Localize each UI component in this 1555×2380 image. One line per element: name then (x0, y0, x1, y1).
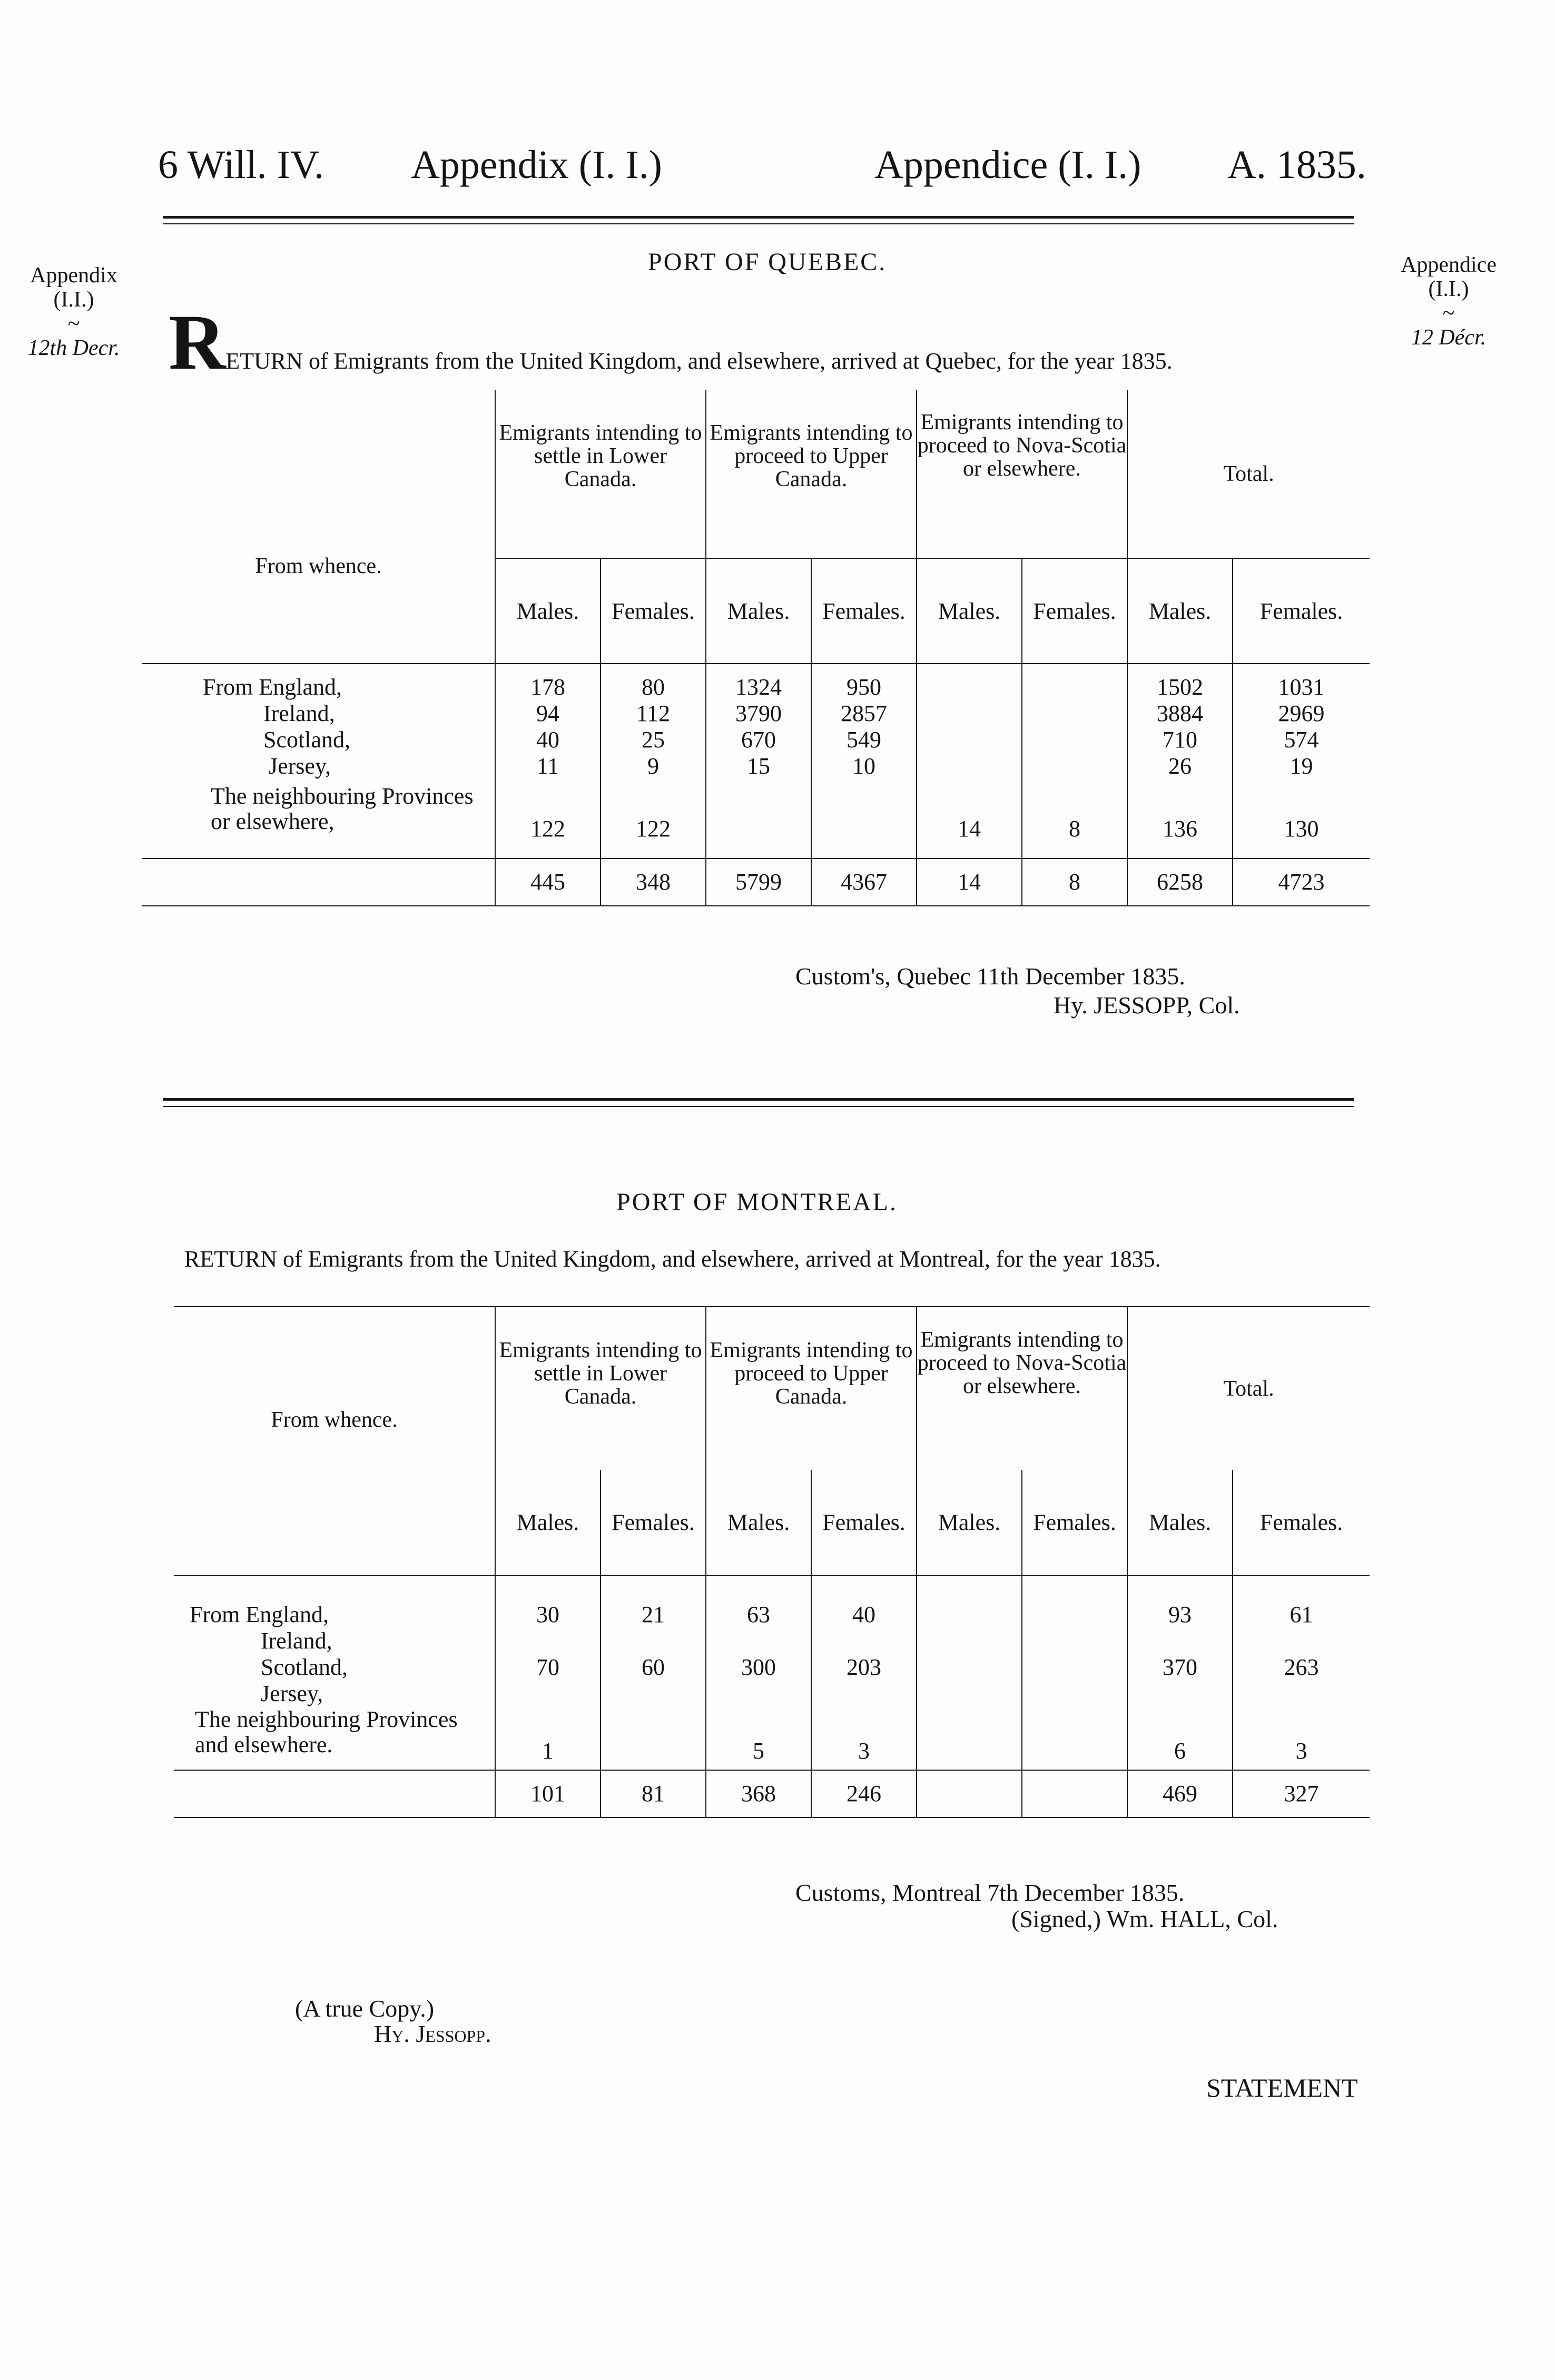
montreal-return-intro: RETURN of Emigrants from the United Kingdom, and elsewhere, arrived at Montreal, for the year 1835. (184, 1246, 1161, 1272)
table-cell: 61 (1233, 1575, 1370, 1628)
table-cell: 63 (706, 1575, 811, 1628)
table-cell: 950 (811, 664, 917, 700)
total-cell: 8 (1022, 858, 1127, 906)
true-copy-signature: Hy. Jessopp. (374, 2020, 491, 2047)
table-cell (706, 1628, 811, 1654)
group-header-nova-scotia: Emigrants intending to proceed to Nova-Scotia or elsewhere. (917, 1307, 1127, 1470)
table-cell (1022, 1654, 1127, 1681)
place-neighbouring-provinces: The neighbouring Provinces and elsewhere. (195, 1706, 458, 1757)
total-cell (917, 1770, 1022, 1818)
quebec-signature: Hy. JESSOPP, Col. (1054, 992, 1240, 1019)
table-cell: 70 (495, 1654, 601, 1681)
sub-header-females: Females. (601, 558, 706, 664)
section-rule-bottom (163, 1106, 1354, 1107)
table-cell: 19 (1233, 753, 1370, 779)
table-cell: 15 (706, 753, 811, 779)
table-cell: 370 (1127, 1654, 1233, 1681)
table-cell (495, 1681, 601, 1707)
table-cell: 5 (706, 1707, 811, 1770)
table-cell: 1031 (1233, 664, 1370, 700)
table-cell (1127, 1681, 1233, 1707)
table-cell (917, 700, 1022, 727)
table-cell: 1502 (1127, 664, 1233, 700)
place-jersey: Jersey, (269, 753, 331, 779)
group-header-upper-canada: Emigrants intending to proceed to Upper Canada. (706, 1307, 917, 1470)
total-cell: 5799 (706, 858, 811, 906)
table-cell (1022, 753, 1127, 779)
table-cell: 130 (1233, 779, 1370, 858)
margin-flourish: ~ (1442, 301, 1455, 325)
sub-header-males: Males. (1127, 1470, 1233, 1575)
total-cell: 445 (495, 858, 601, 906)
table-cell (1022, 727, 1127, 753)
table-cell: 203 (811, 1654, 917, 1681)
table-cell (917, 664, 1022, 700)
table-cell: 3 (1233, 1707, 1370, 1770)
total-cell: 246 (811, 1770, 917, 1818)
running-head-year: A. 1835. (1227, 143, 1366, 187)
total-cell (1022, 1770, 1127, 1818)
group-header-total: Total. (1127, 390, 1370, 558)
total-cell: 348 (601, 858, 706, 906)
section-rule-top (163, 1098, 1354, 1101)
sub-header-males: Males. (706, 558, 811, 664)
total-cell: 327 (1233, 1770, 1370, 1818)
total-cell: 368 (706, 1770, 811, 1818)
table-cell (1127, 1628, 1233, 1654)
table-cell (1022, 664, 1127, 700)
margin-note-left (11, 263, 137, 360)
table-cell: 8 (1022, 779, 1127, 858)
total-cell: 4367 (811, 858, 917, 906)
margin-ref: (I.I.) (53, 288, 94, 312)
sub-header-males: Males. (917, 558, 1022, 664)
table-cell: 122 (601, 779, 706, 858)
table-cell: 40 (811, 1575, 917, 1628)
total-cell: 14 (917, 858, 1022, 906)
montreal-port-title: PORT OF MONTREAL. (616, 1188, 898, 1216)
table-cell (1022, 1707, 1127, 1770)
table-cell: 25 (601, 727, 706, 753)
sub-header-females: Females. (1233, 1470, 1370, 1575)
table-cell: 574 (1233, 727, 1370, 753)
table-cell: 30 (495, 1575, 601, 1628)
place-scotland: Scotland, (263, 727, 350, 753)
table-cell (601, 1707, 706, 1770)
group-header-upper-canada: Emigrants intending to proceed to Upper Canada. (706, 390, 917, 558)
table-cell (917, 1654, 1022, 1681)
running-head-appendix-fr: Appendice (I. I.) (874, 143, 1141, 187)
place-ireland: Ireland, (261, 1628, 332, 1654)
table-cell: 10 (811, 753, 917, 779)
table-cell: 14 (917, 779, 1022, 858)
table-cell (917, 727, 1022, 753)
table-cell (1022, 700, 1127, 727)
sub-header-females: Females. (1022, 558, 1127, 664)
table-cell: 26 (1127, 753, 1233, 779)
sub-header-males: Males. (1127, 558, 1233, 664)
table-cell (1022, 1681, 1127, 1707)
table-cell: 6 (1127, 1707, 1233, 1770)
table-cell: 670 (706, 727, 811, 753)
table-cell: 1324 (706, 664, 811, 700)
true-copy-note: (A true Copy.) (295, 1995, 435, 2022)
table-cell: 300 (706, 1654, 811, 1681)
table-cell: 2857 (811, 700, 917, 727)
drop-cap: R (169, 299, 226, 386)
sub-header-males: Males. (495, 558, 601, 664)
from-whence-header: From whence. (142, 390, 495, 664)
header-rule-top (163, 216, 1354, 219)
table-cell: 3790 (706, 700, 811, 727)
place-scotland: Scotland, (261, 1654, 348, 1680)
table-cell (601, 1628, 706, 1654)
running-head-appendix-en: Appendix (I. I.) (411, 143, 662, 187)
group-header-lower-canada: Emigrants intending to settle in Lower Canada. (495, 1307, 706, 1470)
table-cell: 21 (601, 1575, 706, 1628)
table-cell (706, 779, 811, 858)
total-cell: 6258 (1127, 858, 1233, 906)
table-cell (811, 1628, 917, 1654)
sub-header-males: Males. (706, 1470, 811, 1575)
table-cell (917, 1575, 1022, 1628)
place-neighbouring-provinces: The neighbouring Provinces or elsewhere, (211, 783, 474, 834)
header-rule-bottom (163, 223, 1354, 224)
table-cell (601, 1681, 706, 1707)
margin-ref: (I.I.) (1428, 277, 1469, 301)
table-cell (917, 1707, 1022, 1770)
quebec-intro-text: ETURN of Emigrants from the United Kingdom, and elsewhere, arrived at Quebec, for the year 1835. (225, 348, 1173, 374)
table-cell (917, 1628, 1022, 1654)
group-header-nova-scotia: Emigrants intending to proceed to Nova-Scotia or elsewhere. (917, 390, 1127, 558)
table-cell: 178 (495, 664, 601, 700)
place-jersey: Jersey, (261, 1681, 323, 1706)
table-cell (917, 753, 1022, 779)
table-cell (1022, 1575, 1127, 1628)
place-england: From England, (190, 1602, 329, 1627)
table-cell: 2969 (1233, 700, 1370, 727)
sub-header-males: Males. (495, 1470, 601, 1575)
table-cell (811, 1681, 917, 1707)
table-cell (811, 779, 917, 858)
quebec-port-title: PORT OF QUEBEC. (648, 248, 887, 276)
table-cell: 94 (495, 700, 601, 727)
group-header-lower-canada: Emigrants intending to settle in Lower Canada. (495, 390, 706, 558)
table-cell: 549 (811, 727, 917, 753)
catchword: STATEMENT (1206, 2073, 1358, 2102)
table-cell: 80 (601, 664, 706, 700)
sub-header-females: Females. (811, 1470, 917, 1575)
sub-header-females: Females. (1233, 558, 1370, 664)
montreal-customs-line: Customs, Montreal 7th December 1835. (795, 1879, 1185, 1906)
total-cell: 81 (601, 1770, 706, 1818)
table-cell: 60 (601, 1654, 706, 1681)
total-cell: 101 (495, 1770, 601, 1818)
sub-header-females: Females. (811, 558, 917, 664)
margin-label: Appendix (30, 263, 117, 288)
quebec-customs-line: Custom's, Quebec 11th December 1835. (795, 963, 1185, 990)
from-whence-header: From whence. (174, 1307, 495, 1575)
total-cell: 469 (1127, 1770, 1233, 1818)
table-cell: 122 (495, 779, 601, 858)
table-cell: 136 (1127, 779, 1233, 858)
table-cell: 112 (601, 700, 706, 727)
sub-header-females: Females. (601, 1470, 706, 1575)
place-ireland: Ireland, (263, 700, 335, 726)
running-head-session: 6 Will. IV. (158, 143, 324, 187)
table-cell: 93 (1127, 1575, 1233, 1628)
table-cell: 1 (495, 1707, 601, 1770)
table-cell: 710 (1127, 727, 1233, 753)
margin-date: 12th Decr. (27, 336, 120, 360)
table-cell: 263 (1233, 1654, 1370, 1681)
table-cell (1022, 1628, 1127, 1654)
sub-header-females: Females. (1022, 1470, 1127, 1575)
margin-flourish: ~ (67, 312, 80, 336)
table-cell: 3 (811, 1707, 917, 1770)
margin-note-right (1370, 253, 1528, 350)
table-cell (1233, 1628, 1370, 1654)
montreal-signature: (Signed,) Wm. HALL, Col. (1011, 1905, 1278, 1932)
sub-header-males: Males. (917, 1470, 1022, 1575)
table-cell (917, 1681, 1022, 1707)
total-cell: 4723 (1233, 858, 1370, 906)
table-cell (706, 1681, 811, 1707)
margin-date: 12 Décr. (1411, 325, 1487, 350)
table-cell: 40 (495, 727, 601, 753)
table-cell (495, 1628, 601, 1654)
table-cell: 3884 (1127, 700, 1233, 727)
montreal-return-table (174, 1306, 1370, 1818)
place-england: From England, (203, 674, 342, 700)
totals-label-blank (142, 858, 495, 906)
quebec-return-intro (169, 299, 1173, 386)
group-header-total: Total. (1127, 1307, 1370, 1470)
table-cell: 11 (495, 753, 601, 779)
quebec-return-table (142, 390, 1370, 906)
table-cell: 9 (601, 753, 706, 779)
table-cell (1233, 1681, 1370, 1707)
totals-label-blank (174, 1770, 495, 1818)
margin-label: Appendice (1401, 253, 1497, 277)
